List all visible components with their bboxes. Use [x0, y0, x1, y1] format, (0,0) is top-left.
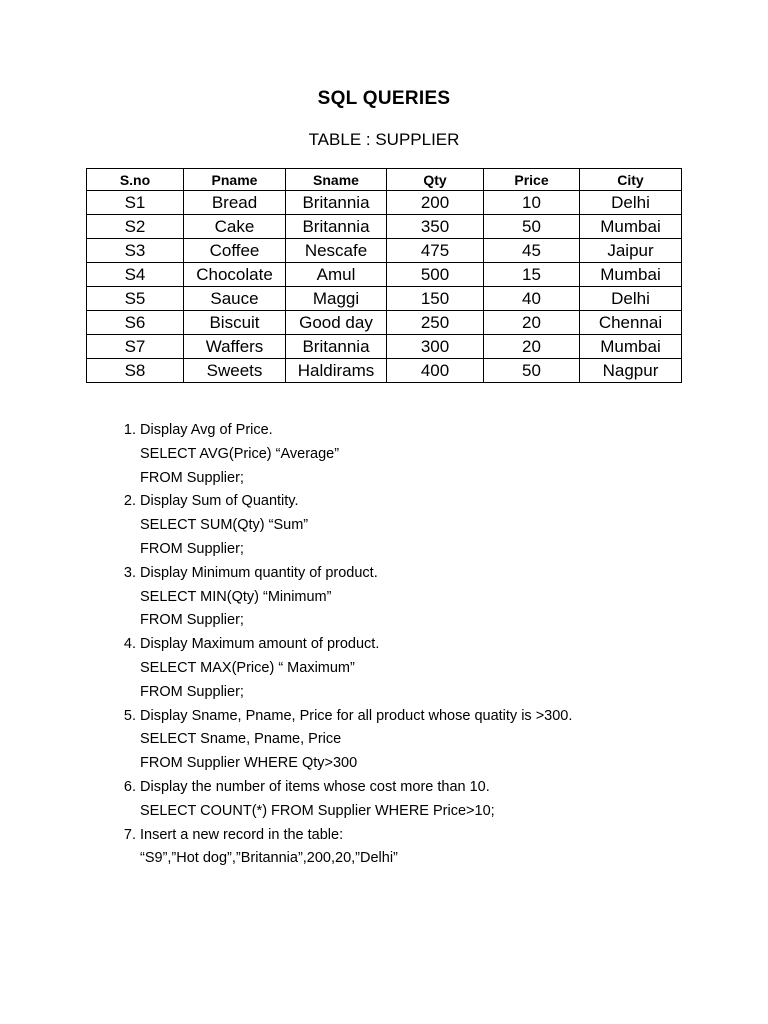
table-cell: Good day	[286, 311, 387, 335]
query-question: 7. Insert a new record in the table:	[140, 826, 344, 843]
table-cell: Nagpur	[580, 359, 682, 383]
table-row	[87, 311, 682, 335]
query-sql-line: FROM Supplier;	[140, 683, 244, 700]
table-row	[87, 215, 682, 239]
query-list	[104, 419, 740, 871]
table-row	[87, 263, 682, 287]
table-cell: Sweets	[184, 359, 286, 383]
table-row	[87, 335, 682, 359]
table-cell: Delhi	[580, 287, 682, 311]
query-question: 1. Display Avg of Price.	[140, 422, 273, 438]
table-cell: Britannia	[286, 215, 387, 239]
table-cell: S7	[87, 335, 184, 359]
table-cell: Maggi	[286, 287, 387, 311]
header-cell: Pname	[184, 169, 286, 191]
query-sql-line: SELECT SUM(Qty) “Sum”	[140, 517, 309, 534]
header-cell: City	[580, 169, 682, 191]
table-cell: Haldirams	[286, 359, 387, 383]
table-cell: S1	[87, 191, 184, 215]
table-row	[87, 239, 682, 263]
query-sql-line: FROM Supplier;	[140, 612, 244, 629]
table-cell: 10	[484, 191, 580, 215]
table-header-row	[87, 169, 682, 191]
query-sql-line: SELECT AVG(Price) “Average”	[140, 445, 340, 462]
query-item	[140, 633, 740, 704]
table-cell: Cake	[184, 215, 286, 239]
table-cell: Jaipur	[580, 239, 682, 263]
query-item	[140, 824, 740, 872]
table-cell: 200	[387, 191, 484, 215]
table-cell: 150	[387, 287, 484, 311]
table-cell: Biscuit	[184, 311, 286, 335]
table-cell: 50	[484, 359, 580, 383]
query-sql-line: “S9”,”Hot dog”,”Britannia”,200,20,”Delhi”	[140, 850, 398, 867]
query-question: 2. Display Sum of Quantity.	[140, 493, 299, 510]
header-cell: Qty	[387, 169, 484, 191]
table-cell: 20	[484, 311, 580, 335]
table-row	[87, 191, 682, 215]
query-sql-line: SELECT MIN(Qty) “Minimum”	[140, 588, 332, 605]
table-cell: Waffers	[184, 335, 286, 359]
table-cell: 40	[484, 287, 580, 311]
supplier-table	[86, 168, 682, 383]
query-item	[140, 776, 740, 824]
table-cell: S3	[87, 239, 184, 263]
query-item	[140, 562, 740, 633]
table-row	[87, 359, 682, 383]
query-item	[140, 490, 740, 561]
table-cell: Amul	[286, 263, 387, 287]
table-cell: 400	[387, 359, 484, 383]
table-cell: S4	[87, 263, 184, 287]
table-cell: Mumbai	[580, 263, 682, 287]
query-question: 4. Display Maximum amount of product.	[140, 636, 380, 653]
table-title: TABLE : SUPPLIER	[308, 130, 460, 149]
query-question: 6. Display the number of items whose cost more than 10.	[140, 778, 490, 795]
query-item	[140, 419, 740, 490]
query-sql-line: SELECT Sname, Pname, Price	[140, 731, 342, 748]
table-cell: Bread	[184, 191, 286, 215]
table-cell: Chennai	[580, 311, 682, 335]
query-question: 5. Display Sname, Pname, Price for all product whose quatity is >300.	[140, 707, 573, 724]
table-cell: Sauce	[184, 287, 286, 311]
table-cell: 350	[387, 215, 484, 239]
header-cell: S.no	[87, 169, 184, 191]
table-cell: 15	[484, 263, 580, 287]
header-cell: Sname	[286, 169, 387, 191]
query-sql-line: SELECT COUNT(*) FROM Supplier WHERE Price>10;	[140, 802, 495, 819]
table-cell: 500	[387, 263, 484, 287]
table-cell: 300	[387, 335, 484, 359]
table-cell: Nescafe	[286, 239, 387, 263]
query-sql-line: FROM Supplier;	[140, 469, 244, 486]
table-cell: Coffee	[184, 239, 286, 263]
table-cell: 250	[387, 311, 484, 335]
query-item	[140, 705, 740, 776]
table-cell: S8	[87, 359, 184, 383]
table-cell: Britannia	[286, 191, 387, 215]
table-cell: Mumbai	[580, 215, 682, 239]
query-question: 3. Display Minimum quantity of product.	[140, 564, 378, 581]
table-cell: Delhi	[580, 191, 682, 215]
query-sql-line: SELECT MAX(Price) “ Maximum”	[140, 659, 355, 676]
table-cell: Mumbai	[580, 335, 682, 359]
table-cell: S6	[87, 311, 184, 335]
table-cell: S5	[87, 287, 184, 311]
query-sql-line: FROM Supplier;	[140, 540, 244, 557]
query-sql-line: FROM Supplier WHERE Qty>300	[140, 755, 358, 772]
table-cell: Chocolate	[184, 263, 286, 287]
table-row	[87, 287, 682, 311]
table-cell: Britannia	[286, 335, 387, 359]
header-cell: Price	[484, 169, 580, 191]
page-title: SQL QUERIES	[317, 88, 451, 109]
table-cell: S2	[87, 215, 184, 239]
table-cell: 20	[484, 335, 580, 359]
table-cell: 475	[387, 239, 484, 263]
table-cell: 45	[484, 239, 580, 263]
table-cell: 50	[484, 215, 580, 239]
